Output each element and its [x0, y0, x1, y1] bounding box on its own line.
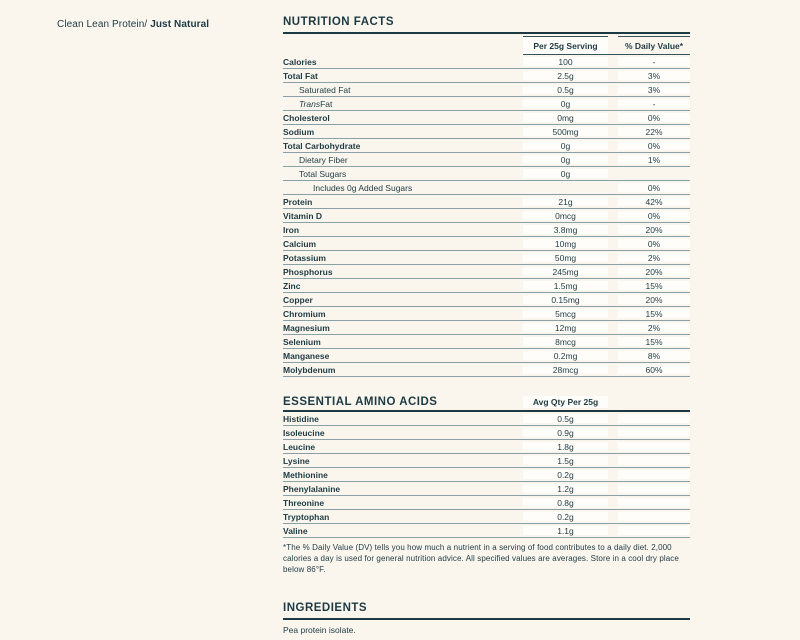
- nutrient-label: Dietary Fiber: [299, 154, 348, 165]
- column-gap: [608, 394, 618, 410]
- column-header-avg-qty: Avg Qty Per 25g: [523, 396, 608, 408]
- column-gap: [608, 496, 618, 509]
- daily-value-cell: 60%: [618, 365, 690, 374]
- amount-cell: 0mg: [523, 113, 608, 122]
- table-row: [283, 237, 690, 251]
- amount-cell: 12mg: [523, 323, 608, 332]
- nutrient-label: Leucine: [283, 441, 316, 452]
- table-row: [283, 153, 690, 167]
- table-row: [283, 440, 690, 454]
- nutrient-label: Vitamin D: [283, 210, 323, 221]
- amount-cell: 100: [523, 57, 608, 66]
- amount-cell: 10mg: [523, 239, 608, 248]
- table-row: [283, 335, 690, 349]
- daily-value-cell: 1%: [618, 155, 690, 164]
- daily-value-cell: [618, 428, 690, 437]
- column-gap: [608, 223, 618, 236]
- daily-value-cell: [618, 414, 690, 423]
- nutrient-label: Iron: [283, 224, 300, 235]
- amount-cell: 50mg: [523, 253, 608, 262]
- column-gap: [608, 524, 618, 537]
- amount-cell: 5mcg: [523, 309, 608, 318]
- column-header-daily-value: % Daily Value*: [618, 36, 690, 54]
- column-gap: [608, 349, 618, 362]
- daily-value-cell: 0%: [618, 113, 690, 122]
- column-gap: [608, 125, 618, 138]
- amino-acids-header: [283, 394, 690, 412]
- table-row: [283, 167, 690, 181]
- table-row: [283, 181, 690, 195]
- amount-cell: 1.1g: [523, 526, 608, 535]
- nutrient-label: Total Fat: [283, 70, 318, 81]
- table-row: [283, 293, 690, 307]
- column-gap: [608, 426, 618, 439]
- daily-value-cell: 3%: [618, 85, 690, 94]
- nutrient-label: Phenylalanine: [283, 483, 341, 494]
- table-row: [283, 482, 690, 496]
- amount-cell: 0.9g: [523, 428, 608, 437]
- daily-value-cell: 0%: [618, 211, 690, 220]
- nutrient-label: Calories: [283, 56, 317, 67]
- amount-cell: 1.2g: [523, 484, 608, 493]
- daily-value-cell: 22%: [618, 127, 690, 136]
- daily-value-cell: 20%: [618, 225, 690, 234]
- column-gap: [608, 251, 618, 264]
- daily-value-cell: [618, 498, 690, 507]
- column-gap: [608, 195, 618, 208]
- nutrient-label: Saturated Fat: [299, 84, 351, 95]
- table-row: [283, 251, 690, 265]
- column-gap: [608, 321, 618, 334]
- table-row: [283, 265, 690, 279]
- column-gap: [608, 36, 618, 54]
- column-gap: [608, 153, 618, 166]
- table-row: [283, 454, 690, 468]
- daily-value-cell: [618, 484, 690, 493]
- column-gap: [608, 237, 618, 250]
- daily-value-cell: 20%: [618, 295, 690, 304]
- amount-cell: [523, 181, 608, 194]
- column-header-group: [523, 36, 690, 55]
- amino-acids-rows: [283, 412, 690, 538]
- daily-value-cell: -: [618, 57, 690, 66]
- amount-cell: 8mcg: [523, 337, 608, 346]
- nutrient-label: Manganese: [283, 350, 330, 361]
- column-gap: [608, 97, 618, 110]
- table-row: [283, 111, 690, 125]
- daily-value-cell: 42%: [618, 197, 690, 206]
- nutrient-label: Valine: [283, 525, 308, 536]
- column-gap: [608, 293, 618, 306]
- nutrient-label: Lysine: [283, 455, 310, 466]
- nutrition-panel: [283, 16, 690, 635]
- nutrient-label: Protein: [283, 196, 313, 207]
- table-row: [283, 139, 690, 153]
- column-gap: [608, 111, 618, 124]
- column-gap: [608, 167, 618, 180]
- ingredients-section: [283, 602, 690, 635]
- product-label: [57, 19, 209, 30]
- daily-value-cell: 15%: [618, 281, 690, 290]
- nutrient-label: Magnesium: [283, 322, 330, 333]
- column-gap: [608, 279, 618, 292]
- amount-cell: 0.2g: [523, 470, 608, 479]
- daily-value-cell: 2%: [618, 253, 690, 262]
- daily-value-cell: [618, 526, 690, 535]
- product-name: Clean Lean Protein/: [57, 19, 148, 30]
- column-gap: [608, 482, 618, 495]
- daily-value-footnote: *The % Daily Value (DV) tells you how much a nutrient in a serving of food contributes to a daily diet. 2,000 calories a day is used for general nutrition advice. All specified values are averages. Store in a cool dry place below 86°F.: [283, 543, 679, 575]
- nutrient-label: Histidine: [283, 413, 319, 424]
- nutrient-label: Copper: [283, 294, 313, 305]
- table-row: [283, 363, 690, 377]
- column-gap: [608, 307, 618, 320]
- column-gap: [608, 363, 618, 376]
- column-gap: [608, 412, 618, 425]
- column-header-spacer: [283, 36, 523, 55]
- table-row: [283, 510, 690, 524]
- table-row: [283, 279, 690, 293]
- amount-cell: 0g: [523, 141, 608, 150]
- column-gap: [608, 83, 618, 96]
- daily-value-cell: 0%: [618, 141, 690, 150]
- daily-value-cell: 15%: [618, 309, 690, 318]
- amount-cell: 0g: [523, 99, 608, 108]
- nutrient-label: Selenium: [283, 336, 321, 347]
- amount-cell: 0mcg: [523, 211, 608, 220]
- amount-cell: 0.5g: [523, 414, 608, 423]
- nutrient-label: Calcium: [283, 238, 317, 249]
- amino-acids-title: ESSENTIAL AMINO ACIDS: [283, 396, 438, 408]
- nutrient-label: Isoleucine: [283, 427, 325, 438]
- amount-cell: 500mg: [523, 127, 608, 136]
- column-gap: [608, 209, 618, 222]
- daily-value-cell: 15%: [618, 337, 690, 346]
- amount-cell: 0.2g: [523, 512, 608, 521]
- table-row: [283, 307, 690, 321]
- nutrient-label: Molybdenum: [283, 364, 336, 375]
- daily-value-cell: 0%: [618, 183, 690, 192]
- nutrient-label: Zinc: [283, 280, 301, 291]
- nutrient-label: Methionine: [283, 469, 328, 480]
- amount-cell: 245mg: [523, 267, 608, 276]
- amount-cell: 0g: [523, 169, 608, 178]
- nutrient-label: Phosphorus: [283, 266, 333, 277]
- column-gap: [608, 454, 618, 467]
- column-gap: [608, 265, 618, 278]
- nutrient-label: Trans Fat: [299, 98, 333, 109]
- nutrition-facts-title: NUTRITION FACTS: [283, 16, 690, 34]
- column-header-serving: Per 25g Serving: [523, 36, 608, 54]
- ingredients-text: Pea protein isolate.: [283, 624, 356, 635]
- table-row: [283, 209, 690, 223]
- daily-value-cell: [618, 512, 690, 521]
- table-row: [283, 97, 690, 111]
- column-gap: [608, 69, 618, 82]
- table-row: [283, 55, 690, 69]
- table-row: [283, 349, 690, 363]
- nutrient-label: Cholesterol: [283, 112, 330, 123]
- daily-value-cell: [618, 456, 690, 465]
- column-gap: [608, 181, 618, 194]
- daily-value-cell: 8%: [618, 351, 690, 360]
- nutrient-label: Total Sugars: [299, 168, 347, 179]
- amount-cell: 1.8g: [523, 442, 608, 451]
- amount-cell: 0.8g: [523, 498, 608, 507]
- daily-value-cell: [618, 470, 690, 479]
- amount-cell: 1.5mg: [523, 281, 608, 290]
- column-gap: [608, 335, 618, 348]
- amount-cell: 2.5g: [523, 71, 608, 80]
- table-row: [283, 83, 690, 97]
- table-row: [283, 412, 690, 426]
- table-row: [283, 223, 690, 237]
- amount-cell: 1.5g: [523, 456, 608, 465]
- column-gap: [608, 55, 618, 68]
- nutrient-label: Includes 0g Added Sugars: [313, 182, 413, 193]
- daily-value-cell: [618, 167, 690, 180]
- nutrient-label: Chromium: [283, 308, 326, 319]
- amino-acids-section: [283, 394, 690, 538]
- table-row: [283, 524, 690, 538]
- amount-cell: 3.8mg: [523, 225, 608, 234]
- column-gap: [608, 468, 618, 481]
- nutrient-label: Total Carbohydrate: [283, 140, 361, 151]
- amount-cell: 0.15mg: [523, 295, 608, 304]
- nutrition-facts-rows: [283, 55, 690, 377]
- column-header-empty: [618, 394, 690, 410]
- table-row: [283, 496, 690, 510]
- daily-value-cell: 0%: [618, 239, 690, 248]
- amount-cell: 0.5g: [523, 85, 608, 94]
- ingredients-title: INGREDIENTS: [283, 602, 690, 620]
- amount-cell: 21g: [523, 197, 608, 206]
- nutrient-label: Tryptophan: [283, 511, 330, 522]
- table-row: [283, 195, 690, 209]
- table-row: [283, 426, 690, 440]
- amount-cell: 0g: [523, 155, 608, 164]
- nutrient-label: Threonine: [283, 497, 325, 508]
- table-row: [283, 468, 690, 482]
- daily-value-cell: 3%: [618, 71, 690, 80]
- daily-value-cell: 2%: [618, 323, 690, 332]
- column-gap: [608, 510, 618, 523]
- amount-cell: 28mcg: [523, 365, 608, 374]
- column-gap: [608, 139, 618, 152]
- column-gap: [608, 440, 618, 453]
- table-row: [283, 69, 690, 83]
- nutrient-label: Potassium: [283, 252, 326, 263]
- daily-value-cell: [618, 442, 690, 451]
- daily-value-cell: 20%: [618, 267, 690, 276]
- table-row: [283, 125, 690, 139]
- product-variant: Just Natural: [150, 19, 210, 30]
- table-row: [283, 321, 690, 335]
- column-header-row: [283, 36, 690, 55]
- amount-cell: 0.2mg: [523, 351, 608, 360]
- daily-value-cell: -: [618, 99, 690, 108]
- nutrient-label: Sodium: [283, 126, 315, 137]
